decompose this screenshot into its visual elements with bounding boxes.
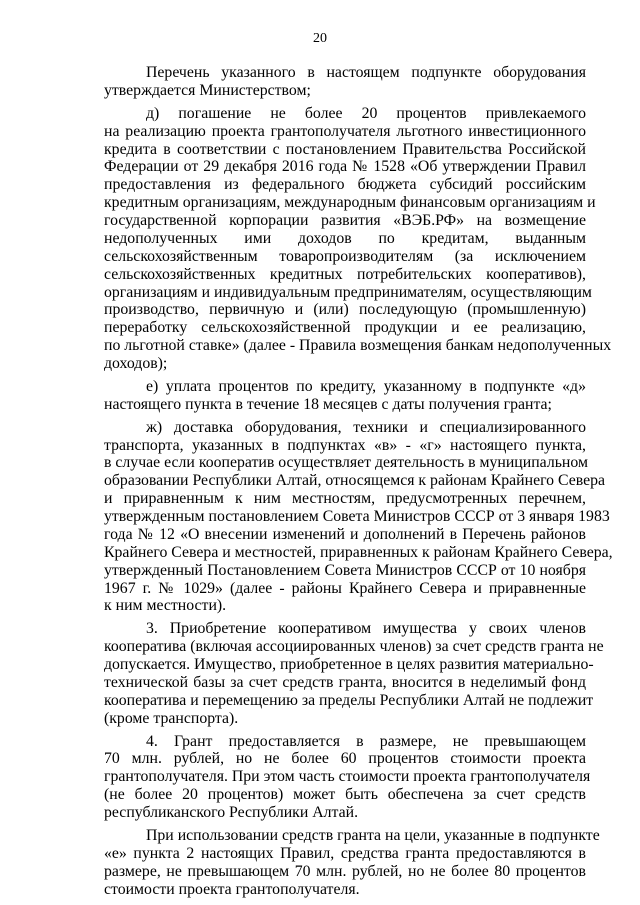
- text-line: утверждается Министерством;: [104, 81, 311, 99]
- text-line: сельскохозяйственным товаропроизводителям (за исключением: [104, 247, 586, 265]
- text-line: допускается. Имущество, приобретенное в целях развития материально-: [104, 656, 594, 673]
- text-line: «е» пункта 2 настоящих Правил, средства гранта предоставляются в: [104, 844, 586, 862]
- text-line: производство, первичную и (или) последующую (промышленную): [104, 301, 586, 319]
- text-line: государственной корпорации развития «ВЭБ.РФ» на возмещение: [104, 212, 586, 229]
- text-line: кооператива (включая ассоциированных членов) за счет средств гранта не: [104, 638, 604, 656]
- paragraph-first-line: Перечень указанного в настоящем подпункте оборудования: [146, 64, 586, 81]
- text-line: и приравненным к ним местностям, предусмотренных перечнем,: [104, 490, 586, 508]
- text-line: размере, не превышающем 70 млн. рублей, но не более 80 процентов: [104, 862, 586, 880]
- text-line: доходов);: [104, 355, 168, 372]
- text-line: в случае если кооператив осуществляет деятельность в муниципальном: [104, 454, 588, 472]
- paragraph-first-line: При использовании средств гранта на цели, указанные в подпункте: [146, 826, 600, 844]
- text-line: образовании Республики Алтай, относящемся к районам Крайнего Севера: [104, 472, 606, 490]
- paragraph-first-line: ж) доставка оборудования, техники и специализированного: [146, 418, 586, 436]
- text-line: организациям и индивидуальным предпринимателям, осуществляющим: [104, 283, 592, 301]
- text-line: утвержденным постановлением Совета Министров СССР от 3 января 1983: [104, 508, 610, 525]
- paragraph-first-line: 4. Грант предоставляется в размере, не превышающем: [146, 732, 586, 750]
- text-line: сельскохозяйственных кредитных потребительских кооперативов),: [104, 265, 586, 283]
- paragraph-first-line: д) погашение не более 20 процентов привлекаемого: [146, 104, 586, 122]
- text-line: республиканского Республики Алтай.: [104, 804, 359, 821]
- text-line: Федерации от 29 декабря 2016 года № 1528 «Об утверждении Правил: [104, 158, 586, 176]
- text-line: предоставления из федерального бюджета субсидий российским: [104, 176, 586, 194]
- text-line: утвержденный Постановлением Совета Министров СССР от 10 ноября: [104, 561, 586, 579]
- page-number: 20: [313, 31, 327, 46]
- text-line: стоимости проекта грантополучателя.: [104, 880, 360, 898]
- text-line: транспорта, указанных в подпунктах «в» - «г» настоящего пункта,: [104, 436, 586, 454]
- text-line: по льготной ставке» (далее - Правила возмещения банкам недополученных: [104, 337, 612, 355]
- paragraph-first-line: 3. Приобретение кооперативом имущества у своих членов: [146, 620, 586, 638]
- text-line: кооператива и перемещению за пределы Республики Алтай не подлежит: [104, 691, 594, 709]
- text-line: 1967 г. № 1029» (далее - районы Крайнего Севера и приравненные: [104, 579, 586, 597]
- text-line: недополученных ими доходов по кредитам, выданным: [104, 229, 586, 247]
- text-line: Крайнего Севера и местностей, приравненных к районам Крайнего Севера,: [104, 543, 613, 561]
- text-line: (кроме транспорта).: [104, 709, 239, 727]
- text-line: технической базы за счет средств гранта, вносится в неделимый фонд: [104, 673, 586, 691]
- text-line: к ним местности).: [104, 597, 227, 615]
- text-line: переработку сельскохозяйственной продукции и ее реализацию,: [104, 319, 586, 337]
- text-line: кредита в соответствии с постановлением Правительства Российской: [104, 140, 586, 158]
- text-line: настоящего пункта в течение 18 месяцев с даты получения гранта;: [104, 395, 552, 413]
- text-line: грантополучателя. При этом часть стоимости проекта грантополучателя: [104, 768, 591, 786]
- text-line: кредитным организациям, международным финансовым организациям и: [104, 194, 596, 212]
- text-line: 70 млн. рублей, но не более 60 процентов стоимости проекта: [104, 750, 586, 768]
- text-line: года № 12 «О внесении изменений и дополнений в Перечень районов: [104, 525, 586, 543]
- document-body: [104, 64, 613, 898]
- text-line: (не более 20 процентов) может быть обеспечена за счет средств: [104, 786, 586, 804]
- text-line: на реализацию проекта грантополучателя льготного инвестиционного: [104, 122, 586, 140]
- paragraph-first-line: е) уплата процентов по кредиту, указанному в подпункте «д»: [146, 377, 586, 395]
